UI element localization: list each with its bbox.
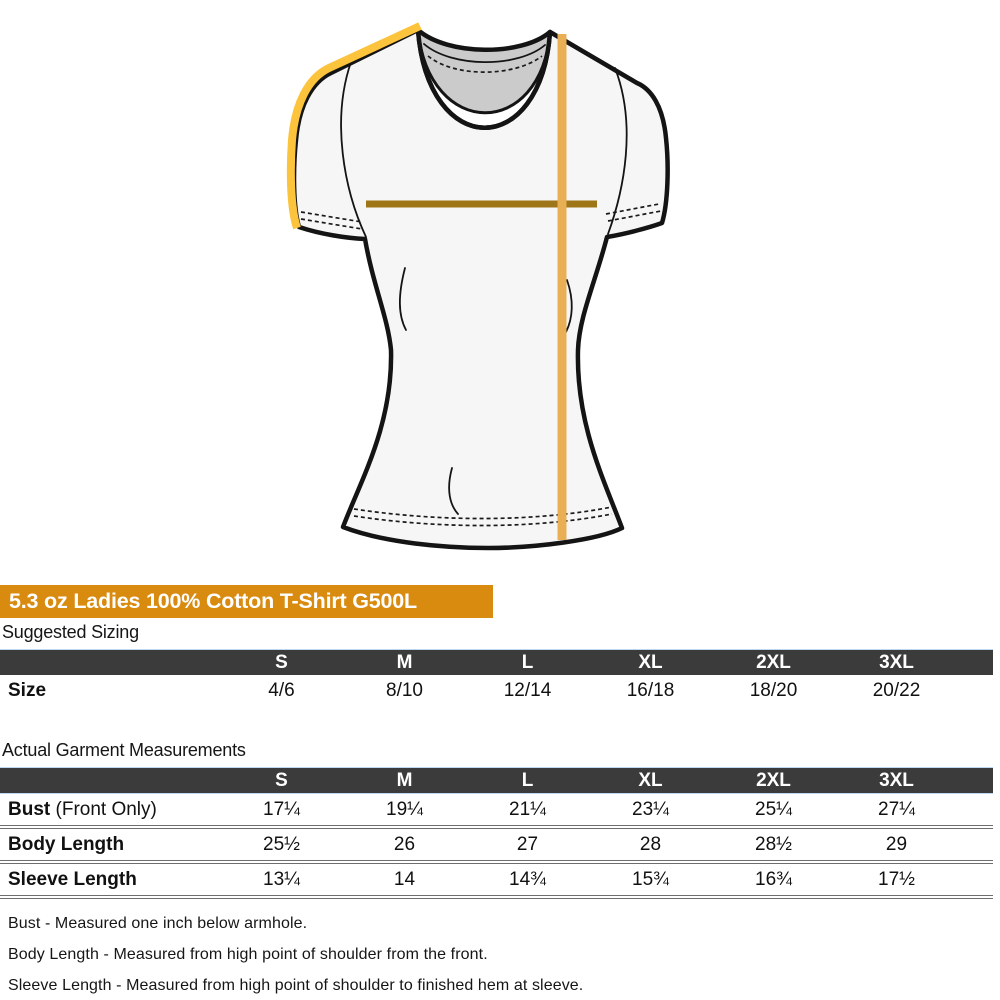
measurement-footnotes: [8, 915, 1000, 995]
sleeve-length-l: 14¾: [509, 868, 546, 890]
col-header-2xl: 2XL: [756, 651, 791, 673]
col-header-xl: XL: [638, 651, 663, 673]
sleeve-length-row-label: Sleeve Length: [8, 868, 137, 890]
sleeve-length-s: 13¼: [263, 868, 300, 890]
body-length-l: 27: [516, 833, 539, 855]
col-header-2xl: 2XL: [756, 769, 791, 791]
col-header-l: L: [521, 651, 534, 673]
bust-s: 17¼: [263, 798, 300, 820]
bust-l: 21¼: [509, 798, 546, 820]
sleeve-length-2xl: 16¾: [755, 868, 792, 890]
size-value-xl: 16/18: [626, 679, 675, 701]
suggested-sizing-header-row: [0, 649, 993, 675]
suggested-sizing-table: [0, 649, 993, 706]
body-length-footnote: Body Length - Measured from high point of shoulder from the front.: [8, 946, 488, 963]
sleeve-length-3xl: 17½: [878, 868, 915, 890]
body-length-row-label: Body Length: [8, 833, 125, 855]
measurements-heading: Actual Garment Measurements: [2, 740, 246, 760]
product-title: 5.3 oz Ladies 100% Cotton T-Shirt G500L: [9, 589, 417, 613]
suggested-sizing-heading: Suggested Sizing: [2, 622, 139, 642]
bust-xl: 23¼: [632, 798, 669, 820]
body-length-xl: 28: [639, 833, 662, 855]
sleeve-length-row: [0, 864, 993, 899]
body-length-m: 26: [393, 833, 416, 855]
size-row-label: Size: [8, 679, 47, 701]
body-length-s: 25½: [263, 833, 300, 855]
size-value-2xl: 18/20: [749, 679, 798, 701]
size-value-m: 8/10: [386, 679, 423, 701]
col-header-l: L: [521, 769, 534, 791]
bust-footnote: Bust - Measured one inch below armhole.: [8, 915, 308, 932]
col-header-s: S: [275, 769, 288, 791]
measurements-header-row: [0, 767, 993, 794]
measurements-table: [0, 767, 993, 899]
col-header-3xl: 3XL: [879, 769, 914, 791]
bust-2xl: 25¼: [755, 798, 792, 820]
col-header-xl: XL: [638, 769, 663, 791]
size-row: [0, 675, 993, 706]
sleeve-length-footnote: Sleeve Length - Measured from high point of shoulder to finished hem at sleeve.: [8, 977, 584, 994]
col-header-3xl: 3XL: [879, 651, 914, 673]
product-title-bar: [0, 585, 493, 618]
bust-row: [0, 794, 993, 829]
col-header-m: M: [396, 651, 413, 673]
body-length-3xl: 29: [885, 833, 908, 855]
size-value-l: 12/14: [503, 679, 552, 701]
body-length-2xl: 28½: [755, 833, 792, 855]
bust-m: 19¼: [386, 798, 423, 820]
size-value-s: 4/6: [268, 679, 295, 701]
col-header-s: S: [275, 651, 288, 673]
size-value-3xl: 20/22: [872, 679, 921, 701]
sleeve-length-m: 14: [393, 868, 416, 890]
body-length-row: [0, 829, 993, 864]
sleeve-length-xl: 15¾: [632, 868, 669, 890]
bust-3xl: 27¼: [878, 798, 915, 820]
bust-row-label: Bust (Front Only): [8, 798, 157, 820]
col-header-m: M: [396, 769, 413, 791]
